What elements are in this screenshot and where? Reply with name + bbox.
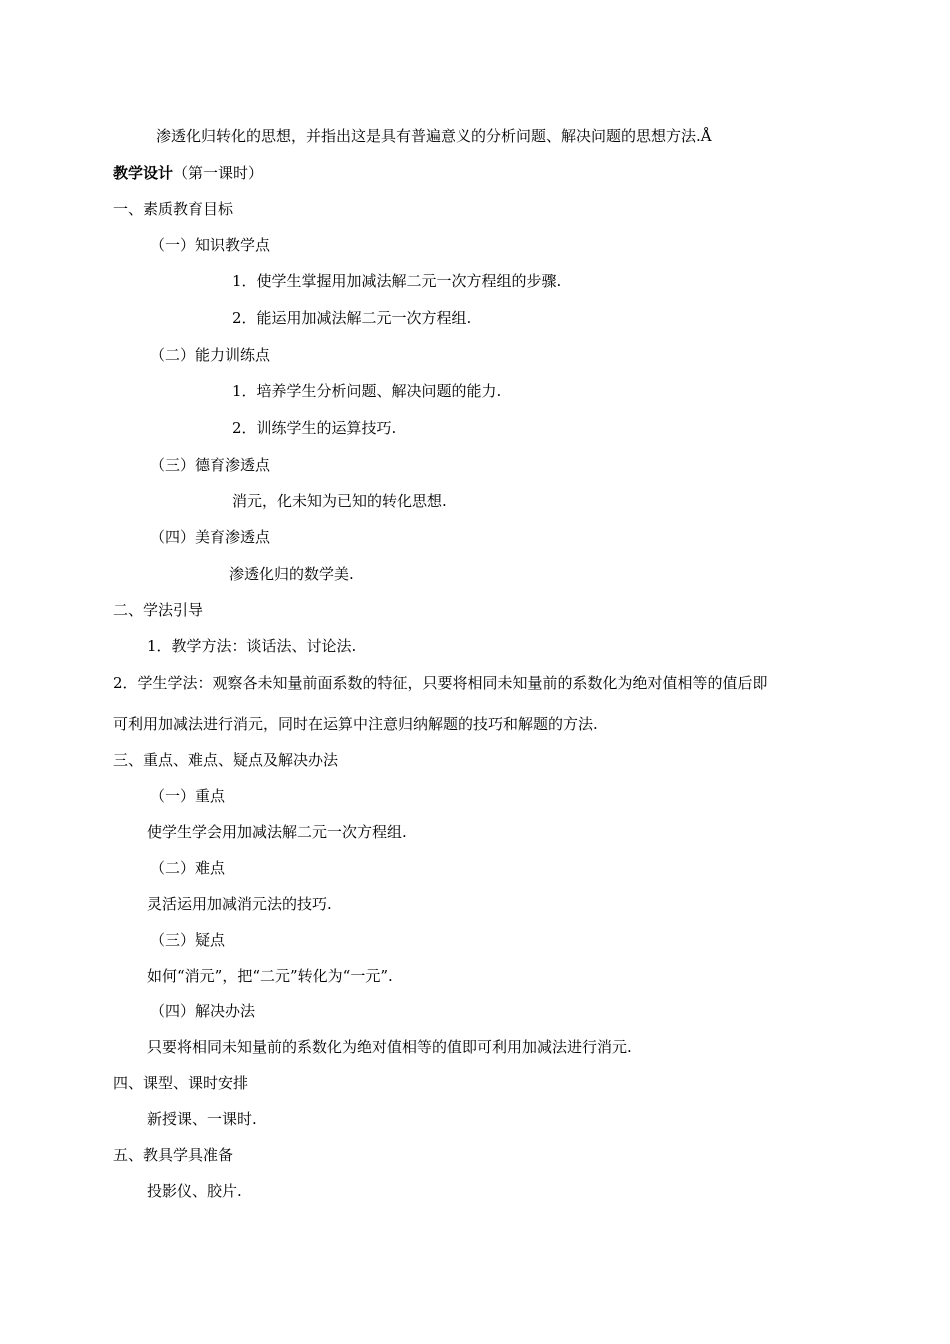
list-item: 2．训练学生的运算技巧.	[232, 419, 397, 437]
list-item: 2．能运用加减法解二元一次方程组.	[232, 309, 472, 327]
paragraph: 可利用加减法进行消元，同时在运算中注意归纳解题的技巧和解题的方法.	[113, 715, 598, 733]
paragraph: 只要将相同未知量前的系数化为绝对值相等的值即可利用加减法进行消元.	[147, 1038, 632, 1056]
section-heading-1: 一、素质教育目标	[113, 200, 234, 218]
subheading-1-4: （四）美育渗透点	[150, 528, 271, 546]
subheading-3-3: （三）疑点	[150, 931, 226, 949]
paragraph: 消元，化未知为已知的转化思想.	[232, 492, 447, 510]
paragraph: 如何“消元”，把“二元”转化为“一元”.	[147, 967, 393, 985]
subheading-1-2: （二）能力训练点	[150, 346, 271, 364]
paragraph: 使学生学会用加减法解二元一次方程组.	[147, 823, 407, 841]
subheading-1-1: （一）知识教学点	[150, 236, 271, 254]
section-heading-2: 二、学法引导	[113, 601, 204, 619]
heading-note: （第一课时）	[173, 164, 264, 182]
list-item: 1．教学方法：谈话法、讨论法.	[147, 637, 357, 655]
paragraph: 灵活运用加减消元法的技巧.	[147, 895, 332, 913]
section-heading-5: 五、教具学具准备	[113, 1146, 234, 1164]
section-heading-3: 三、重点、难点、疑点及解决办法	[113, 751, 339, 769]
subheading-1-3: （三）德育渗透点	[150, 456, 271, 474]
section-heading-4: 四、课型、课时安排	[113, 1074, 249, 1092]
paragraph: 新授课、一课时.	[147, 1110, 257, 1128]
subheading-3-4: （四）解决办法	[150, 1002, 256, 1020]
subheading-3-1: （一）重点	[150, 787, 226, 805]
paragraph: 渗透化归的数学美.	[229, 565, 354, 583]
subheading-3-2: （二）难点	[150, 859, 226, 877]
intro-paragraph: 渗透化归转化的思想，并指出这是具有普遍意义的分析问题、解决问题的思想方法.Å	[156, 127, 712, 145]
list-item: 1．培养学生分析问题、解决问题的能力.	[232, 382, 502, 400]
paragraph: 投影仪、胶片.	[147, 1182, 242, 1200]
section-heading-teaching-design	[113, 163, 263, 183]
paragraph: 2．学生学法：观察各未知量前面系数的特征，只要将相同未知量前的系数化为绝对值相等的值后即	[113, 674, 768, 692]
heading-bold-label: 教学设计	[113, 164, 174, 182]
list-item: 1．使学生掌握用加减法解二元一次方程组的步骤.	[232, 272, 562, 290]
